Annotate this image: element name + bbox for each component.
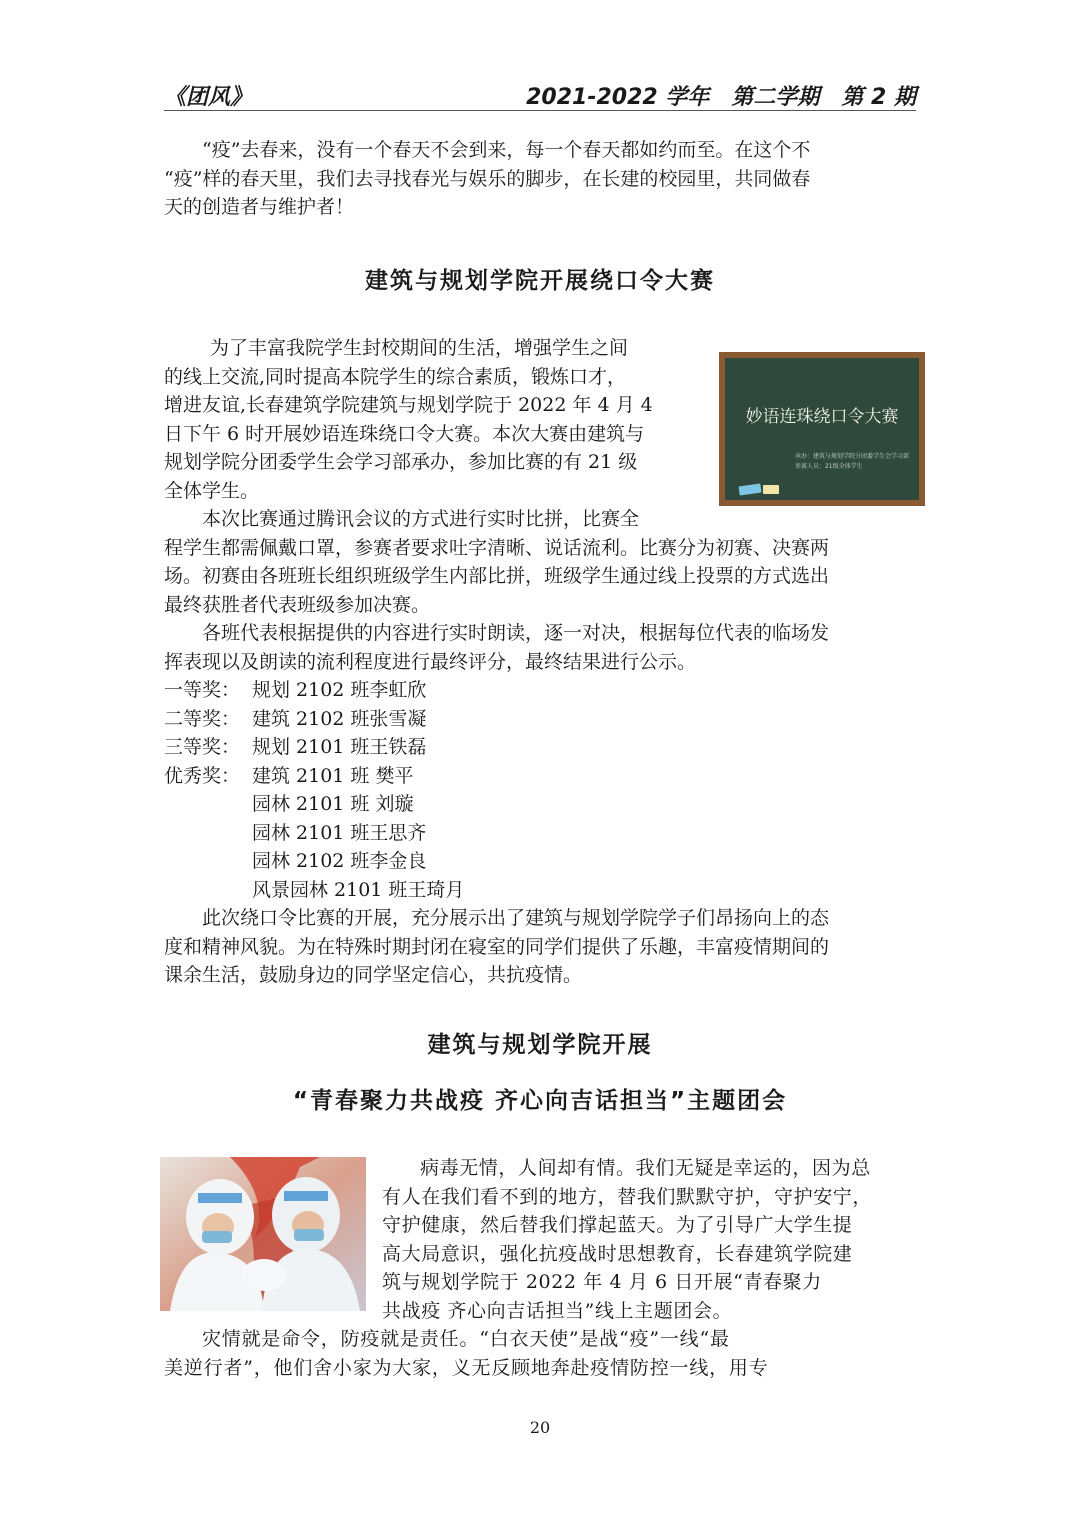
award-row: 优秀奖： 建筑 2101 班 樊平 (164, 764, 414, 787)
text-line: 守护健康，然后替我们撑起蓝天。为了引导广大学生提 (382, 1214, 853, 1236)
article-paragraph (164, 1325, 916, 1382)
article-paragraph (164, 505, 916, 990)
award-row: 园林 2102 班李金良 (252, 850, 427, 872)
award-row: 园林 2101 班 刘璇 (252, 793, 414, 815)
text-line: 为了丰富我院学生封校期间的生活，增强学生之间 (210, 337, 629, 359)
article-title: 建筑与规划学院开展 (427, 1032, 653, 1058)
page-number: 20 (529, 1418, 551, 1437)
journal-name: 《团风》 (164, 85, 253, 110)
text-line: 灾情就是命令，防疫就是责任。“白衣天使”是战“疫”一线“最 (202, 1328, 730, 1350)
text-line: 增进友谊,长春建筑学院建筑与规划学院于 2022 年 4 月 4 (164, 394, 653, 416)
article-subtitle: “青春聚力共战疫 齐心向吉话担当”主题团会 (292, 1088, 788, 1114)
text-line: 最终获胜者代表班级参加决赛。 (164, 593, 431, 616)
text-line: 挥表现以及朗读的流利程度进行最终评分，最终结果进行公示。 (164, 650, 697, 673)
article-paragraph (382, 1154, 916, 1325)
text-line: 有人在我们看不到的地方，替我们默默守护，守护安宁， (382, 1185, 873, 1208)
text-line: 日下午 6 时开展妙语连珠绕口令大赛。本次大赛由建筑与 (164, 422, 645, 445)
text-line: 全体学生。 (164, 479, 260, 502)
board-subtitle: 承办：建筑与规划学院分团委学生会学习部 参赛人员：21级全体学生 (794, 453, 909, 470)
award-row: 二等奖： 建筑 2102 班张雪凝 (164, 707, 427, 730)
text-line: 天的创造者与维护者！ (164, 196, 355, 218)
text-line: 本次比赛通过腾讯会议的方式进行实时比拼，比赛全 (202, 508, 640, 530)
text-line: 共战疫 齐心向吉话担当”线上主题团会。 (382, 1299, 733, 1322)
board-title: 妙语连珠绕口令大赛 (745, 407, 899, 427)
award-row: 园林 2101 班王思齐 (252, 821, 427, 844)
contest-chalkboard-image (719, 352, 925, 506)
text-line: 病毒无情，人间却有情。我们无疑是幸运的，因为总 (420, 1157, 871, 1179)
text-line: 场。初赛由各班班长组织班级学生内部比拼，班级学生通过线上投票的方式选出 (164, 565, 830, 587)
issue-info: 2021-2022 学年 第二学期 第 2 期 (526, 85, 916, 110)
chalk-icon (763, 485, 779, 494)
award-row: 风景园林 2101 班王琦月 (252, 878, 465, 901)
text-line: 规划学院分团委学生会学习部承办，参加比赛的有 21 级 (164, 451, 638, 473)
text-line: 度和精神风貌。为在特殊时期封闭在寝室的同学们提供了乐趣，丰富疫情期间的 (164, 935, 830, 958)
award-row: 一等奖： 规划 2102 班李虹欣 (164, 679, 427, 701)
text-line: 程学生都需佩戴口罩，参赛者要求吐字清晰、说话流利。比赛分为初赛、决赛两 (164, 536, 830, 559)
text-line: 高大局意识，强化抗疫战时思想教育，长春建筑学院建 (382, 1242, 853, 1265)
text-line: 筑与规划学院于 2022 年 4 月 6 日开展“青春聚力 (382, 1271, 822, 1293)
article-title: 建筑与规划学院开展绕口令大赛 (365, 268, 715, 294)
text-line: 此次绕口令比赛的开展，充分展示出了建筑与规划学院学子们昂扬向上的态 (202, 907, 830, 929)
medical-workers-illustration (160, 1157, 366, 1311)
text-line: 各班代表根据提供的内容进行实时朗读，逐一对决，根据每位代表的临场发 (202, 622, 830, 644)
text-line: 美逆行者”，他们舍小家为大家，义无反顾地奔赴疫情防控一线，用专 (164, 1356, 769, 1379)
intro-paragraph (164, 136, 916, 222)
text-line: 的线上交流,同时提高本院学生的综合素质，锻炼口才， (164, 365, 627, 388)
award-row: 三等奖： 规划 2101 班王铁磊 (164, 736, 427, 758)
text-line: “疫”去春来，没有一个春天不会到来，每一个春天都如约而至。在这个不 (202, 139, 811, 161)
text-line: 课余生活，鼓励身边的同学坚定信心，共抗疫情。 (164, 964, 583, 986)
text-line: “疫”样的春天里，我们去寻找春光与娱乐的脚步，在长建的校园里，共同做春 (164, 167, 811, 190)
header-divider (164, 110, 916, 111)
article-paragraph (164, 334, 704, 505)
chalk-icon (738, 484, 761, 496)
medical-workers-photo (160, 1157, 366, 1311)
